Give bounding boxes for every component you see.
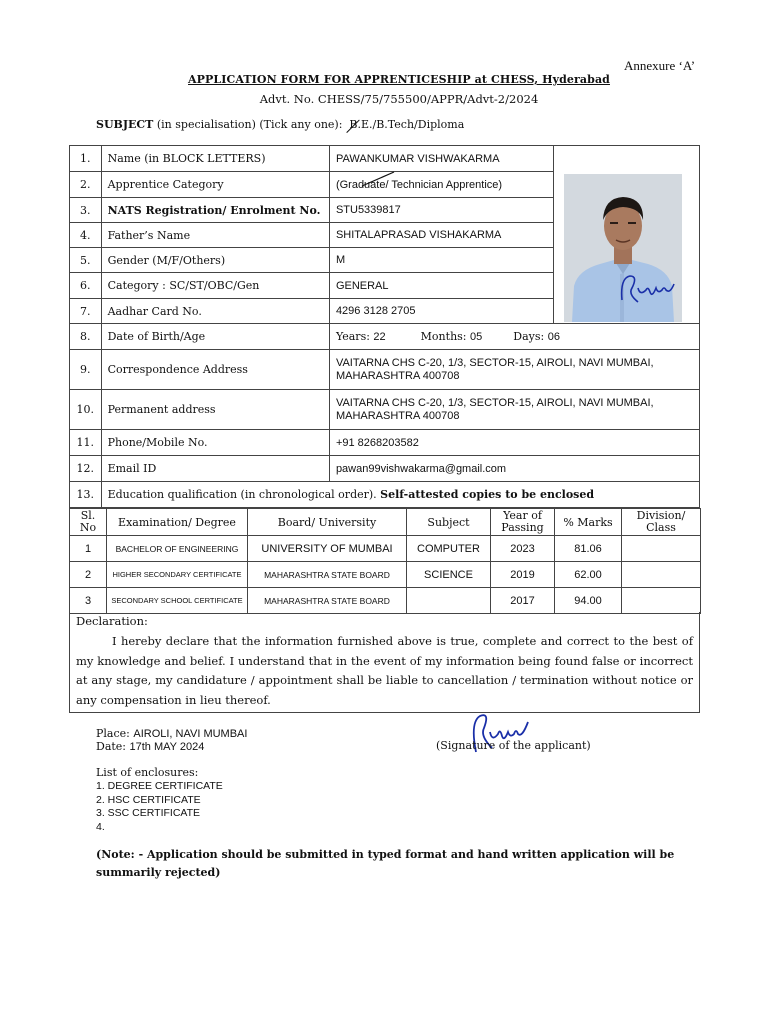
- days-label: Days:: [513, 330, 545, 343]
- row-label: Name (in BLOCK LETTERS): [101, 146, 329, 172]
- row-label: Date of Birth/Age: [101, 324, 329, 350]
- days-value: 06: [547, 331, 560, 343]
- enclosure-item: 2. HSC CERTIFICATE: [96, 793, 201, 806]
- row-label: NATS Registration/ Enrolment No.: [101, 198, 329, 223]
- row-label: Father’s Name: [101, 223, 329, 248]
- cell-exam: SECONDARY SCHOOL CERTIFICATE: [107, 588, 248, 614]
- row-number: 4.: [70, 223, 102, 248]
- cell-sl: 2: [70, 562, 107, 588]
- place-value: AIROLI, NAVI MUMBAI: [133, 728, 248, 740]
- cell-division: [622, 562, 701, 588]
- cell-board: UNIVERSITY OF MUMBAI: [248, 536, 407, 562]
- header-subject: Subject: [407, 509, 491, 536]
- tick-mark-icon: [360, 170, 396, 190]
- cell-subject: [407, 588, 491, 614]
- row-number: 8.: [70, 324, 102, 350]
- date-label: Date:: [96, 740, 130, 753]
- subject-option-be: B.E.: [349, 118, 373, 131]
- photo-cell: [554, 146, 700, 324]
- subject-options: /B.Tech/Diploma: [372, 118, 465, 131]
- apprentice-category-value: [329, 172, 553, 198]
- email-value: pawan99vishwakarma@gmail.com: [329, 456, 699, 482]
- row-label: Correspondence Address: [101, 350, 329, 390]
- category-value: GENERAL: [329, 273, 553, 299]
- photo-signature-icon: [616, 270, 682, 310]
- cell-division: [622, 536, 701, 562]
- cell-marks: 94.00: [555, 588, 622, 614]
- months-label: Months:: [420, 330, 467, 343]
- table-row: [70, 588, 701, 614]
- header-year: Year of Passing: [491, 509, 555, 536]
- enclosures-title: List of enclosures:: [96, 766, 199, 779]
- enclosure-item: 3. SSC CERTIFICATE: [96, 807, 201, 819]
- row-label: Aadhar Card No.: [101, 299, 329, 324]
- cell-sl: 1: [70, 536, 107, 562]
- row-label: Category : SC/ST/OBC/Gen: [101, 273, 329, 299]
- row-number: 12.: [70, 456, 102, 482]
- phone-value: +91 8268203582: [329, 430, 699, 456]
- cell-year: 2023: [491, 536, 555, 562]
- aadhar-value: 4296 3128 2705: [329, 299, 553, 324]
- dob-value: [329, 324, 699, 350]
- permanent-address-value: VAITARNA CHS C-20, 1/3, SECTOR-15, AIROLI, NAVI MUMBAI, MAHARASHTRA 400708: [329, 390, 699, 430]
- subject-hint: (in specialisation) (Tick any one):: [153, 118, 350, 131]
- months-value: 05: [470, 331, 483, 343]
- row-label: Gender (M/F/Others): [101, 248, 329, 273]
- header-sl-no: Sl. No: [70, 509, 107, 536]
- row-number: 13.: [70, 482, 102, 508]
- enclosures-block: [96, 766, 223, 834]
- row-number: 10.: [70, 390, 102, 430]
- enclosure-item: 1. DEGREE CERTIFICATE: [96, 780, 223, 792]
- self-attested-note: Self-attested copies to be enclosed: [380, 488, 595, 501]
- row-number: 7.: [70, 299, 102, 324]
- cell-division: [622, 588, 701, 614]
- row-number: 9.: [70, 350, 102, 390]
- name-value: PAWANKUMAR VISHWAKARMA: [329, 146, 553, 172]
- father-name-value: SHITALAPRASAD VISHAKARMA: [329, 223, 553, 248]
- date-value: 17th MAY 2024: [129, 741, 205, 753]
- cell-subject: SCIENCE: [407, 562, 491, 588]
- row-number: 1.: [70, 146, 102, 172]
- declaration-text: I hereby declare that the information furnished above is true, complete and correct to the best of my knowledge and belief. I understand that in the event of my information being found false or incorrect at any stage, my candidature / appointment shall be liable to cancellation / termination without notice or any compensation in lieu thereof.: [76, 634, 693, 707]
- annexure-label: Annexure ‘A’: [624, 58, 696, 73]
- row-number: 6.: [70, 273, 102, 299]
- education-heading: [101, 482, 699, 508]
- cell-exam: HIGHER SECONDARY CERTIFICATE: [107, 562, 248, 588]
- subject-label: SUBJECT: [96, 118, 154, 131]
- place-label: Place:: [96, 727, 134, 740]
- declaration-box: [69, 612, 700, 713]
- applicant-photo: [564, 174, 682, 322]
- applicant-details-table: [69, 145, 700, 508]
- subject-line: [96, 118, 464, 131]
- cell-year: 2017: [491, 588, 555, 614]
- cell-sl: 3: [70, 588, 107, 614]
- cell-marks: 62.00: [555, 562, 622, 588]
- header-board: Board/ University: [248, 509, 407, 536]
- gender-value: M: [329, 248, 553, 273]
- correspondence-address-value: VAITARNA CHS C-20, 1/3, SECTOR-15, AIROLI, NAVI MUMBAI, MAHARASHTRA 400708: [329, 350, 699, 390]
- form-title: APPLICATION FORM FOR APPRENTICESHIP at CHESS, Hyderabad: [188, 73, 610, 86]
- enclosure-item: 4.: [96, 820, 105, 833]
- years-value: 22: [373, 331, 386, 343]
- cell-exam: BACHELOR OF ENGINEERING: [107, 536, 248, 562]
- row-label: Permanent address: [101, 390, 329, 430]
- education-table: [69, 508, 701, 614]
- table-row: [70, 536, 701, 562]
- education-heading-text: Education qualification (in chronological order).: [107, 488, 381, 501]
- row-number: 2.: [70, 172, 102, 198]
- category-choice-text: (Graduate/ Technician Apprentice): [335, 178, 503, 191]
- row-label: Apprentice Category: [101, 172, 329, 198]
- cell-subject: COMPUTER: [407, 536, 491, 562]
- row-label: Email ID: [101, 456, 329, 482]
- signature-caption: (Signature of the applicant): [436, 739, 591, 752]
- submission-note: (Note: - Application should be submitted in typed format and hand written application will be summarily rejected): [96, 848, 675, 879]
- row-number: 3.: [70, 198, 102, 223]
- row-label: Phone/Mobile No.: [101, 430, 329, 456]
- advertisement-number: Advt. No. CHESS/75/755500/APPR/Advt-2/2024: [259, 92, 539, 106]
- table-row: [70, 562, 701, 588]
- header-division: Division/ Class: [622, 509, 701, 536]
- place-date-block: [96, 727, 247, 753]
- row-number: 11.: [70, 430, 102, 456]
- cell-board: MAHARASHTRA STATE BOARD: [248, 562, 407, 588]
- declaration-title: Declaration:: [76, 614, 148, 628]
- cell-marks: 81.06: [555, 536, 622, 562]
- cell-year: 2019: [491, 562, 555, 588]
- header-marks: % Marks: [555, 509, 622, 536]
- row-number: 5.: [70, 248, 102, 273]
- nats-registration-value: STU5339817: [329, 198, 553, 223]
- years-label: Years:: [335, 330, 370, 343]
- cell-board: MAHARASHTRA STATE BOARD: [248, 588, 407, 614]
- header-exam: Examination/ Degree: [107, 509, 248, 536]
